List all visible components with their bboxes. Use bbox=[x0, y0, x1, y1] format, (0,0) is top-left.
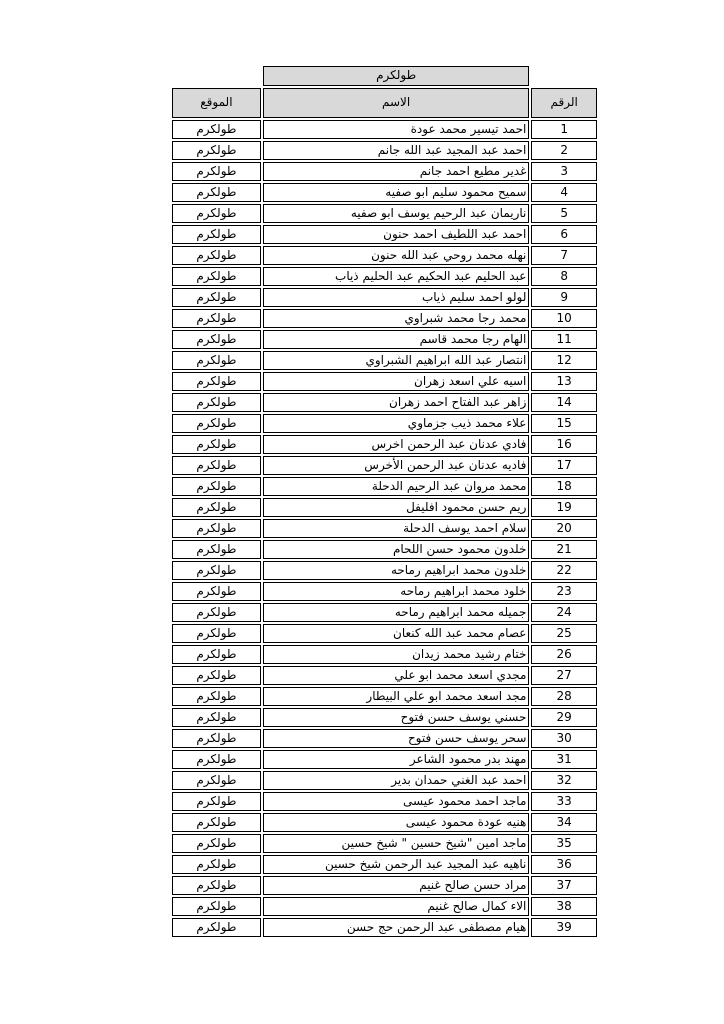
row-number-cell: 22 bbox=[531, 561, 597, 580]
table-row bbox=[172, 120, 597, 139]
table-row bbox=[172, 309, 597, 328]
table-row bbox=[172, 897, 597, 916]
table-row bbox=[172, 183, 597, 202]
row-location-cell: طولكرم bbox=[172, 435, 261, 454]
row-location-cell: طولكرم bbox=[172, 918, 261, 937]
row-number-cell: 5 bbox=[531, 204, 597, 223]
row-name-cell: خلدون محمد ابراهيم رماحه bbox=[263, 561, 530, 580]
row-location-cell: طولكرم bbox=[172, 267, 261, 286]
row-number-cell: 20 bbox=[531, 519, 597, 538]
table-row bbox=[172, 792, 597, 811]
row-name-cell: انتصار عبد الله ابراهيم الشبراوي bbox=[263, 351, 530, 370]
row-location-cell: طولكرم bbox=[172, 414, 261, 433]
row-location-cell: طولكرم bbox=[172, 183, 261, 202]
row-name-cell: احمد عبد المجيد عبد الله جانم bbox=[263, 141, 530, 160]
table-row bbox=[172, 603, 597, 622]
row-name-cell: سحر يوسف حسن فتوح bbox=[263, 729, 530, 748]
row-location-cell: طولكرم bbox=[172, 792, 261, 811]
row-name-cell: محمد مروان عبد الرحيم الدحلة bbox=[263, 477, 530, 496]
row-number-cell: 15 bbox=[531, 414, 597, 433]
row-location-cell: طولكرم bbox=[172, 309, 261, 328]
row-name-cell: هيام مصطفى عبد الرحمن حج حسن bbox=[263, 918, 530, 937]
row-number-cell: 4 bbox=[531, 183, 597, 202]
row-number-cell: 10 bbox=[531, 309, 597, 328]
row-location-cell: طولكرم bbox=[172, 687, 261, 706]
row-name-cell: مراد حسن صالح غنيم bbox=[263, 876, 530, 895]
row-number-cell: 31 bbox=[531, 750, 597, 769]
title-spacer-right bbox=[531, 66, 597, 86]
row-number-cell: 39 bbox=[531, 918, 597, 937]
title-spacer-left bbox=[172, 66, 261, 86]
column-header-number: الرقم bbox=[531, 88, 597, 118]
row-name-cell: علاء محمد ذيب جزماوي bbox=[263, 414, 530, 433]
row-number-cell: 30 bbox=[531, 729, 597, 748]
row-number-cell: 1 bbox=[531, 120, 597, 139]
row-location-cell: طولكرم bbox=[172, 519, 261, 538]
row-number-cell: 3 bbox=[531, 162, 597, 181]
table-row bbox=[172, 582, 597, 601]
row-name-cell: خلدون محمود حسن اللحام bbox=[263, 540, 530, 559]
row-location-cell: طولكرم bbox=[172, 624, 261, 643]
table-row bbox=[172, 351, 597, 370]
row-location-cell: طولكرم bbox=[172, 708, 261, 727]
row-location-cell: طولكرم bbox=[172, 834, 261, 853]
row-name-cell: عصام محمد عبد الله كنعان bbox=[263, 624, 530, 643]
table-row bbox=[172, 687, 597, 706]
row-location-cell: طولكرم bbox=[172, 603, 261, 622]
row-name-cell: مجد اسعد محمد ابو علي البيطار bbox=[263, 687, 530, 706]
row-name-cell: سلام احمد يوسف الدحلة bbox=[263, 519, 530, 538]
row-location-cell: طولكرم bbox=[172, 372, 261, 391]
row-name-cell: فاديه عدنان عبد الرحمن الأخرس bbox=[263, 456, 530, 475]
row-location-cell: طولكرم bbox=[172, 141, 261, 160]
row-name-cell: خلود محمد ابراهيم رماحه bbox=[263, 582, 530, 601]
table-row bbox=[172, 876, 597, 895]
row-name-cell: احمد عبد الغني حمدان بدير bbox=[263, 771, 530, 790]
table-row bbox=[172, 645, 597, 664]
table-row bbox=[172, 330, 597, 349]
row-number-cell: 26 bbox=[531, 645, 597, 664]
row-number-cell: 6 bbox=[531, 225, 597, 244]
row-number-cell: 21 bbox=[531, 540, 597, 559]
row-name-cell: ماجد امين "شيخ حسين " شيخ حسين bbox=[263, 834, 530, 853]
row-location-cell: طولكرم bbox=[172, 393, 261, 412]
row-location-cell: طولكرم bbox=[172, 876, 261, 895]
table-row bbox=[172, 855, 597, 874]
table-row bbox=[172, 456, 597, 475]
row-number-cell: 35 bbox=[531, 834, 597, 853]
row-location-cell: طولكرم bbox=[172, 729, 261, 748]
table-row bbox=[172, 750, 597, 769]
row-number-cell: 28 bbox=[531, 687, 597, 706]
row-name-cell: عبد الحليم عبد الحكيم عبد الحليم ذياب bbox=[263, 267, 530, 286]
row-number-cell: 17 bbox=[531, 456, 597, 475]
row-name-cell: حسني يوسف حسن فتوح bbox=[263, 708, 530, 727]
row-name-cell: ناريمان عبد الرحيم يوسف ابو صفيه bbox=[263, 204, 530, 223]
row-number-cell: 27 bbox=[531, 666, 597, 685]
row-number-cell: 34 bbox=[531, 813, 597, 832]
row-location-cell: طولكرم bbox=[172, 666, 261, 685]
row-name-cell: مهند بدر محمود الشاعر bbox=[263, 750, 530, 769]
row-name-cell: فادي عدنان عبد الرحمن اخرس bbox=[263, 435, 530, 454]
row-number-cell: 25 bbox=[531, 624, 597, 643]
table-row bbox=[172, 435, 597, 454]
roster-table bbox=[170, 64, 599, 939]
table-row bbox=[172, 624, 597, 643]
table-body bbox=[172, 120, 597, 937]
row-name-cell: نهله محمد روحي عبد الله حنون bbox=[263, 246, 530, 265]
row-name-cell: ختام رشيد محمد زيدان bbox=[263, 645, 530, 664]
row-location-cell: طولكرم bbox=[172, 897, 261, 916]
table-row bbox=[172, 729, 597, 748]
row-location-cell: طولكرم bbox=[172, 498, 261, 517]
row-location-cell: طولكرم bbox=[172, 351, 261, 370]
row-number-cell: 37 bbox=[531, 876, 597, 895]
row-name-cell: ناهيه عبد المجيد عبد الرحمن شيخ حسين bbox=[263, 855, 530, 874]
row-location-cell: طولكرم bbox=[172, 813, 261, 832]
table-row bbox=[172, 204, 597, 223]
table-row bbox=[172, 540, 597, 559]
row-name-cell: محمد رجا محمد شبراوي bbox=[263, 309, 530, 328]
table-title: طولكرم bbox=[263, 66, 530, 86]
table-row bbox=[172, 414, 597, 433]
row-location-cell: طولكرم bbox=[172, 540, 261, 559]
row-name-cell: احمد تيسير محمد عودة bbox=[263, 120, 530, 139]
table-row bbox=[172, 666, 597, 685]
row-number-cell: 16 bbox=[531, 435, 597, 454]
row-location-cell: طولكرم bbox=[172, 561, 261, 580]
row-location-cell: طولكرم bbox=[172, 582, 261, 601]
row-location-cell: طولكرم bbox=[172, 225, 261, 244]
row-location-cell: طولكرم bbox=[172, 855, 261, 874]
row-location-cell: طولكرم bbox=[172, 750, 261, 769]
row-number-cell: 38 bbox=[531, 897, 597, 916]
table-row bbox=[172, 372, 597, 391]
table-row bbox=[172, 162, 597, 181]
row-number-cell: 9 bbox=[531, 288, 597, 307]
table-row bbox=[172, 561, 597, 580]
table-row bbox=[172, 393, 597, 412]
row-number-cell: 2 bbox=[531, 141, 597, 160]
table-row bbox=[172, 834, 597, 853]
row-number-cell: 36 bbox=[531, 855, 597, 874]
column-header-name: الاسم bbox=[263, 88, 530, 118]
table-row bbox=[172, 225, 597, 244]
row-number-cell: 23 bbox=[531, 582, 597, 601]
column-header-location: الموقع bbox=[172, 88, 261, 118]
row-name-cell: اسيه علي اسعد زهران bbox=[263, 372, 530, 391]
table-row bbox=[172, 246, 597, 265]
row-number-cell: 33 bbox=[531, 792, 597, 811]
table-row bbox=[172, 918, 597, 937]
row-number-cell: 19 bbox=[531, 498, 597, 517]
row-number-cell: 24 bbox=[531, 603, 597, 622]
row-number-cell: 7 bbox=[531, 246, 597, 265]
row-name-cell: لولو احمد سليم ذياب bbox=[263, 288, 530, 307]
row-location-cell: طولكرم bbox=[172, 330, 261, 349]
row-name-cell: الهام رجا محمد قاسم bbox=[263, 330, 530, 349]
table-row bbox=[172, 477, 597, 496]
row-location-cell: طولكرم bbox=[172, 456, 261, 475]
table-row bbox=[172, 708, 597, 727]
table-row bbox=[172, 141, 597, 160]
row-name-cell: زاهر عبد الفتاح احمد زهران bbox=[263, 393, 530, 412]
row-name-cell: الاء كمال صالح غنيم bbox=[263, 897, 530, 916]
row-location-cell: طولكرم bbox=[172, 645, 261, 664]
row-number-cell: 14 bbox=[531, 393, 597, 412]
header-row bbox=[172, 88, 597, 118]
row-name-cell: مجدي اسعد محمد ابو علي bbox=[263, 666, 530, 685]
row-name-cell: ريم حسن محمود افليفل bbox=[263, 498, 530, 517]
table-row bbox=[172, 267, 597, 286]
row-name-cell: هنيه عودة محمود عيسى bbox=[263, 813, 530, 832]
row-number-cell: 11 bbox=[531, 330, 597, 349]
row-number-cell: 13 bbox=[531, 372, 597, 391]
row-name-cell: احمد عبد اللطيف احمد حنون bbox=[263, 225, 530, 244]
row-name-cell: ماجد احمد محمود عيسى bbox=[263, 792, 530, 811]
row-number-cell: 8 bbox=[531, 267, 597, 286]
row-location-cell: طولكرم bbox=[172, 477, 261, 496]
row-number-cell: 29 bbox=[531, 708, 597, 727]
row-location-cell: طولكرم bbox=[172, 120, 261, 139]
row-name-cell: جميله محمد ابراهيم رماحه bbox=[263, 603, 530, 622]
row-location-cell: طولكرم bbox=[172, 162, 261, 181]
table-row bbox=[172, 813, 597, 832]
row-location-cell: طولكرم bbox=[172, 246, 261, 265]
title-row bbox=[172, 66, 597, 86]
table-row bbox=[172, 771, 597, 790]
row-name-cell: غدير مطيع احمد جانم bbox=[263, 162, 530, 181]
row-number-cell: 18 bbox=[531, 477, 597, 496]
table-row bbox=[172, 288, 597, 307]
table-row bbox=[172, 498, 597, 517]
row-number-cell: 12 bbox=[531, 351, 597, 370]
row-location-cell: طولكرم bbox=[172, 771, 261, 790]
table-row bbox=[172, 519, 597, 538]
row-location-cell: طولكرم bbox=[172, 204, 261, 223]
row-location-cell: طولكرم bbox=[172, 288, 261, 307]
row-name-cell: سميح محمود سليم ابو صفيه bbox=[263, 183, 530, 202]
row-number-cell: 32 bbox=[531, 771, 597, 790]
